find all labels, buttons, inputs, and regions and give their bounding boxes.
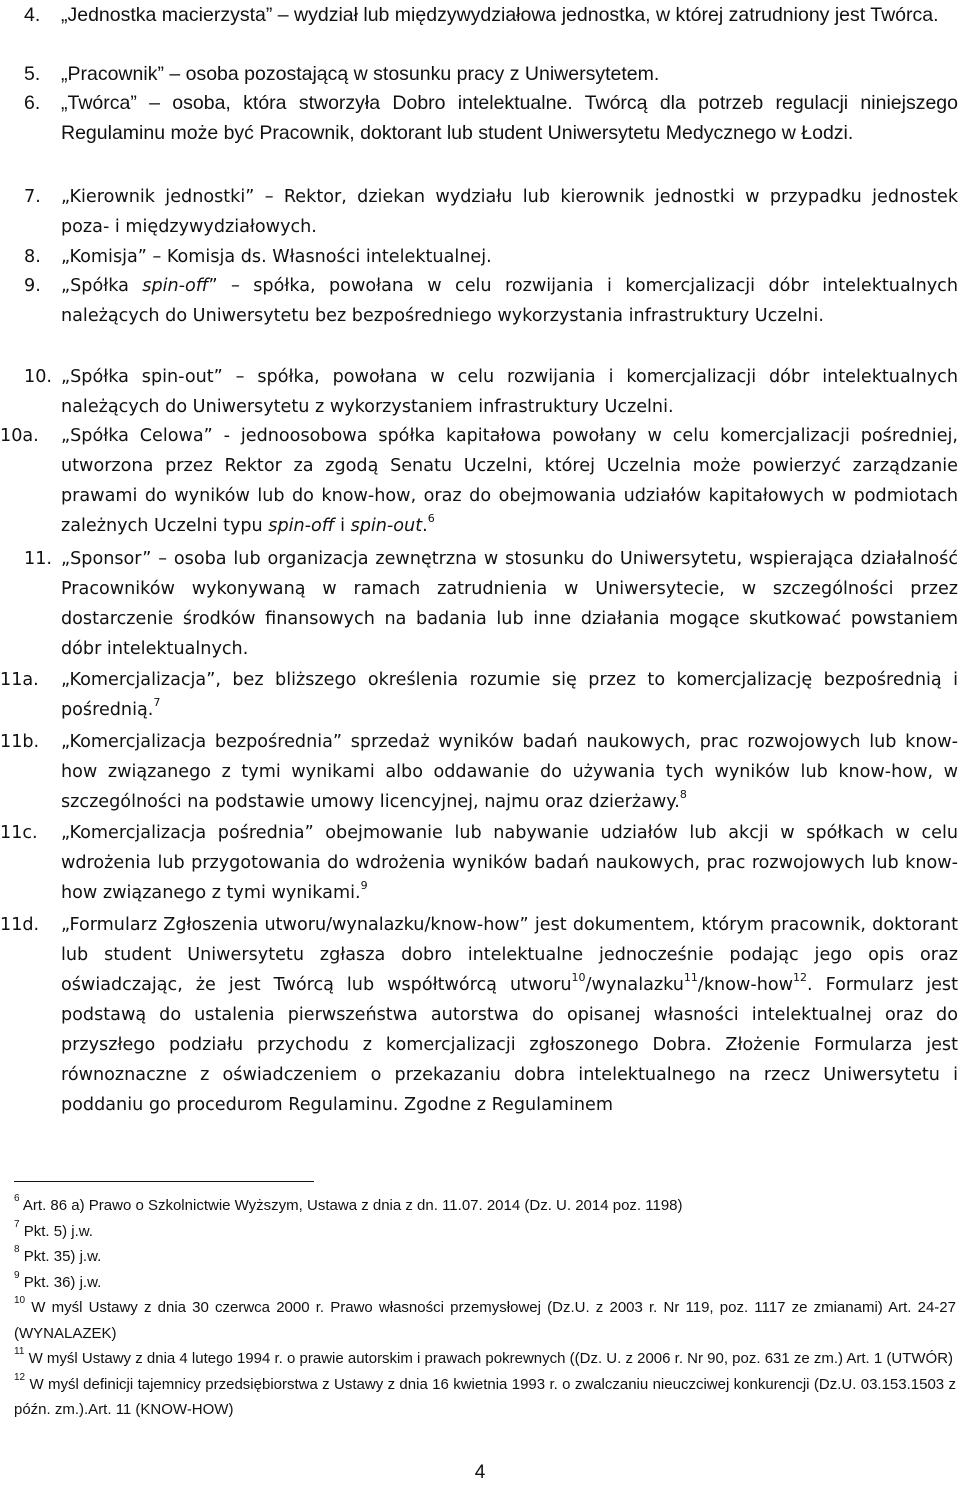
item-number: 10. (24, 367, 52, 387)
item-text: „Sponsor” – osoba lub organizacja zewnętrzna w stosunku do Uniwersytetu, wspierająca działalność Pracowników wykonywaną w ramach zatrudnienia w Uniwersytecie, w szczególności przez dostarczenie środków finansowych na badania lub inne działania mogące skutkować powstaniem dóbr intelektualnych. (61, 549, 959, 659)
item-text: „Spółka spin-off” – spółka, powołana w celu rozwijania i komercjalizacji dóbr intelektualnych należących do Uniwersytetu bez bezpośredniego wykorzystania infrastruktury Uczelni. (61, 276, 958, 326)
item-number: 5. (24, 63, 41, 85)
list-item (0, 421, 958, 541)
footnote: $^6$ Art. 86 a) Prawo o Szkolnictwie Wyższym, Ustawa z dnia z dn. 11.07. 2014 (Dz. U. 2014 poz. 1198) (14, 1193, 683, 1214)
item-text: „Komercjalizacja pośrednia” obejmowanie lub nabywanie udziałów lub akcji w spółkach w celu wdrożenia lub przygotowania do wdrożenia wyników badań naukowych, prac rozwojowych lub know-how związanego z tymi wynikami.$^9$ (61, 823, 958, 903)
item-text: „Jednostka macierzysta” – wydział lub międzywydziałowa jednostka, w której zatrudniony jest Twórca. (61, 4, 939, 26)
item-number: 6. (24, 92, 41, 114)
list-item (0, 727, 958, 817)
item-text: „Komercjalizacja”, bez bliższego określenia rozumie się przez to komercjalizację bezpośrednią i pośrednią.$^7$ (61, 670, 958, 720)
item-text: „Kierownik jednostki” – Rektor, dziekan wydziału lub kierownik jednostki w przypadku jednostek poza- i międzywydziałowych. (61, 187, 959, 237)
list-item (24, 88, 958, 148)
item-number: 11c. (0, 823, 38, 843)
list-item (24, 362, 958, 422)
footnote-ref[interactable]: 7 (153, 696, 161, 710)
footnotes (14, 1193, 956, 1423)
footnote: $^{10}$ W myśl Ustawy z dnia 30 czerwca 2000 r. Prawo własności przemysłowej (Dz.U. z 2003 r. Nr 119, poz. 1117 ze zmianami) Art. 24-27 (WYNALAZEK) (14, 1295, 956, 1342)
item-number: 9. (24, 276, 41, 296)
item-number: 4. (24, 4, 41, 26)
list-item (24, 59, 958, 89)
item-text: „Formularz Zgłoszenia utworu/wynalazku/know-how” jest dokumentem, którym pracownik, doktorant lub student Uniwersytetu zgłasza dobro intelektualne jednocześnie podając jego opis oraz oświadczając, że jest Twórcą lub współtwórcą utworu$^{10}$/wynalazku$^{11}$/know-how$^{12}$. Formularz jest podstawą do ustalenia pierwszeństwa autorstwa do opisanej własności intelektualnej oraz do przyszłego podziału przychodu z komercjalizacji zgłoszonego Dobra. Złożenie Formularza jest równoznaczne z oświadczeniem o przekazaniu dobra intelektualnego na rzecz Uniwersytetu i poddaniu go procedurom Regulaminu. Zgodne z Regulaminem (61, 915, 959, 1115)
list-item (0, 818, 958, 908)
footnote-ref[interactable]: 11 (683, 971, 698, 985)
item-text: „Pracownik” – osoba pozostającą w stosunku pracy z Uniwersytetem. (61, 63, 660, 85)
item-number: 7. (24, 187, 41, 207)
footnote-ref[interactable]: 9 (360, 879, 368, 893)
footnote-ref[interactable]: 10 (571, 971, 586, 985)
item-number: 11. (24, 549, 52, 569)
item-text: „Spółka Celowa” - jednoosobowa spółka kapitałowa powołany w celu komercjalizacji pośredniej, utworzona przez Rektor za zgodą Senatu Uczelni, której Uczelnia może powierzyć zarządzanie prawami do wyników lub do know-how, oraz do obejmowania udziałów kapitałowych w podmiotach zależnych Uczelni typu spin-off i spin-out.$^6$ (61, 426, 958, 536)
item-number: 11d. (0, 915, 40, 935)
item-text: „Twórca” – osoba, która stworzyła Dobro intelektualne. Twórcą dla potrzeb regulacji niniejszego Regulaminu może być Pracownik, doktorant lub student Uniwersytetu Medycznego w Łodzi. (61, 92, 958, 144)
footnote: $^8$ Pkt. 35) j.w. (14, 1244, 102, 1265)
footnote-separator (14, 1181, 314, 1182)
list-item (24, 271, 958, 331)
footnote: $^{12}$ W myśl definicji tajemnicy przedsiębiorstwa z Ustawy z dnia 16 kwietnia 1993 r. o zwalczaniu nieuczciwej konkurencji (Dz.U. 03.153.1503 z późn. zm.).Art. 11 (KNOW-HOW) (14, 1371, 956, 1418)
footnote: $^{11}$ W myśl Ustawy z dnia 4 lutego 1994 r. o prawie autorskim i prawach pokrewnych ((Dz. U. z 2006 r. Nr 90, poz. 631 ze zm.) Art. 1 (UTWÓR) (14, 1346, 954, 1367)
item-text: „Komercjalizacja bezpośrednia” sprzedaż wyników badań naukowych, prac rozwojowych lub know-how związanego z tymi wynikami albo oddawanie do używania tych wyników lub know-how, w szczególności na podstawie umowy licencyjnej, najmu oraz dzierżawy.$^8$ (61, 732, 958, 812)
item-number: 10a. (0, 426, 39, 446)
item-text: „Komisja” – Komisja ds. Własności intelektualnej. (61, 247, 492, 267)
item-number: 11b. (0, 732, 40, 752)
list-item (0, 910, 959, 1120)
item-number: 11a. (0, 670, 39, 690)
page-number: 4 (474, 1462, 486, 1483)
footnote-ref[interactable]: 8 (679, 788, 687, 802)
item-number: 8. (24, 247, 41, 267)
list-item (24, 242, 958, 272)
footnote: $^9$ Pkt. 36) j.w. (14, 1269, 102, 1291)
list-item (24, 544, 958, 664)
footnote-ref[interactable]: 12 (793, 971, 807, 985)
footnote: $^7$ Pkt. 5) j.w. (14, 1218, 93, 1240)
list-item (0, 665, 958, 725)
list-item (24, 0, 958, 30)
footnote-ref[interactable]: 6 (427, 512, 435, 526)
list-item (24, 182, 958, 242)
item-text: „Spółka spin-out” – spółka, powołana w celu rozwijania i komercjalizacji dóbr intelektualnych należących do Uniwersytetu z wykorzystaniem infrastruktury Uczelni. (61, 367, 958, 417)
